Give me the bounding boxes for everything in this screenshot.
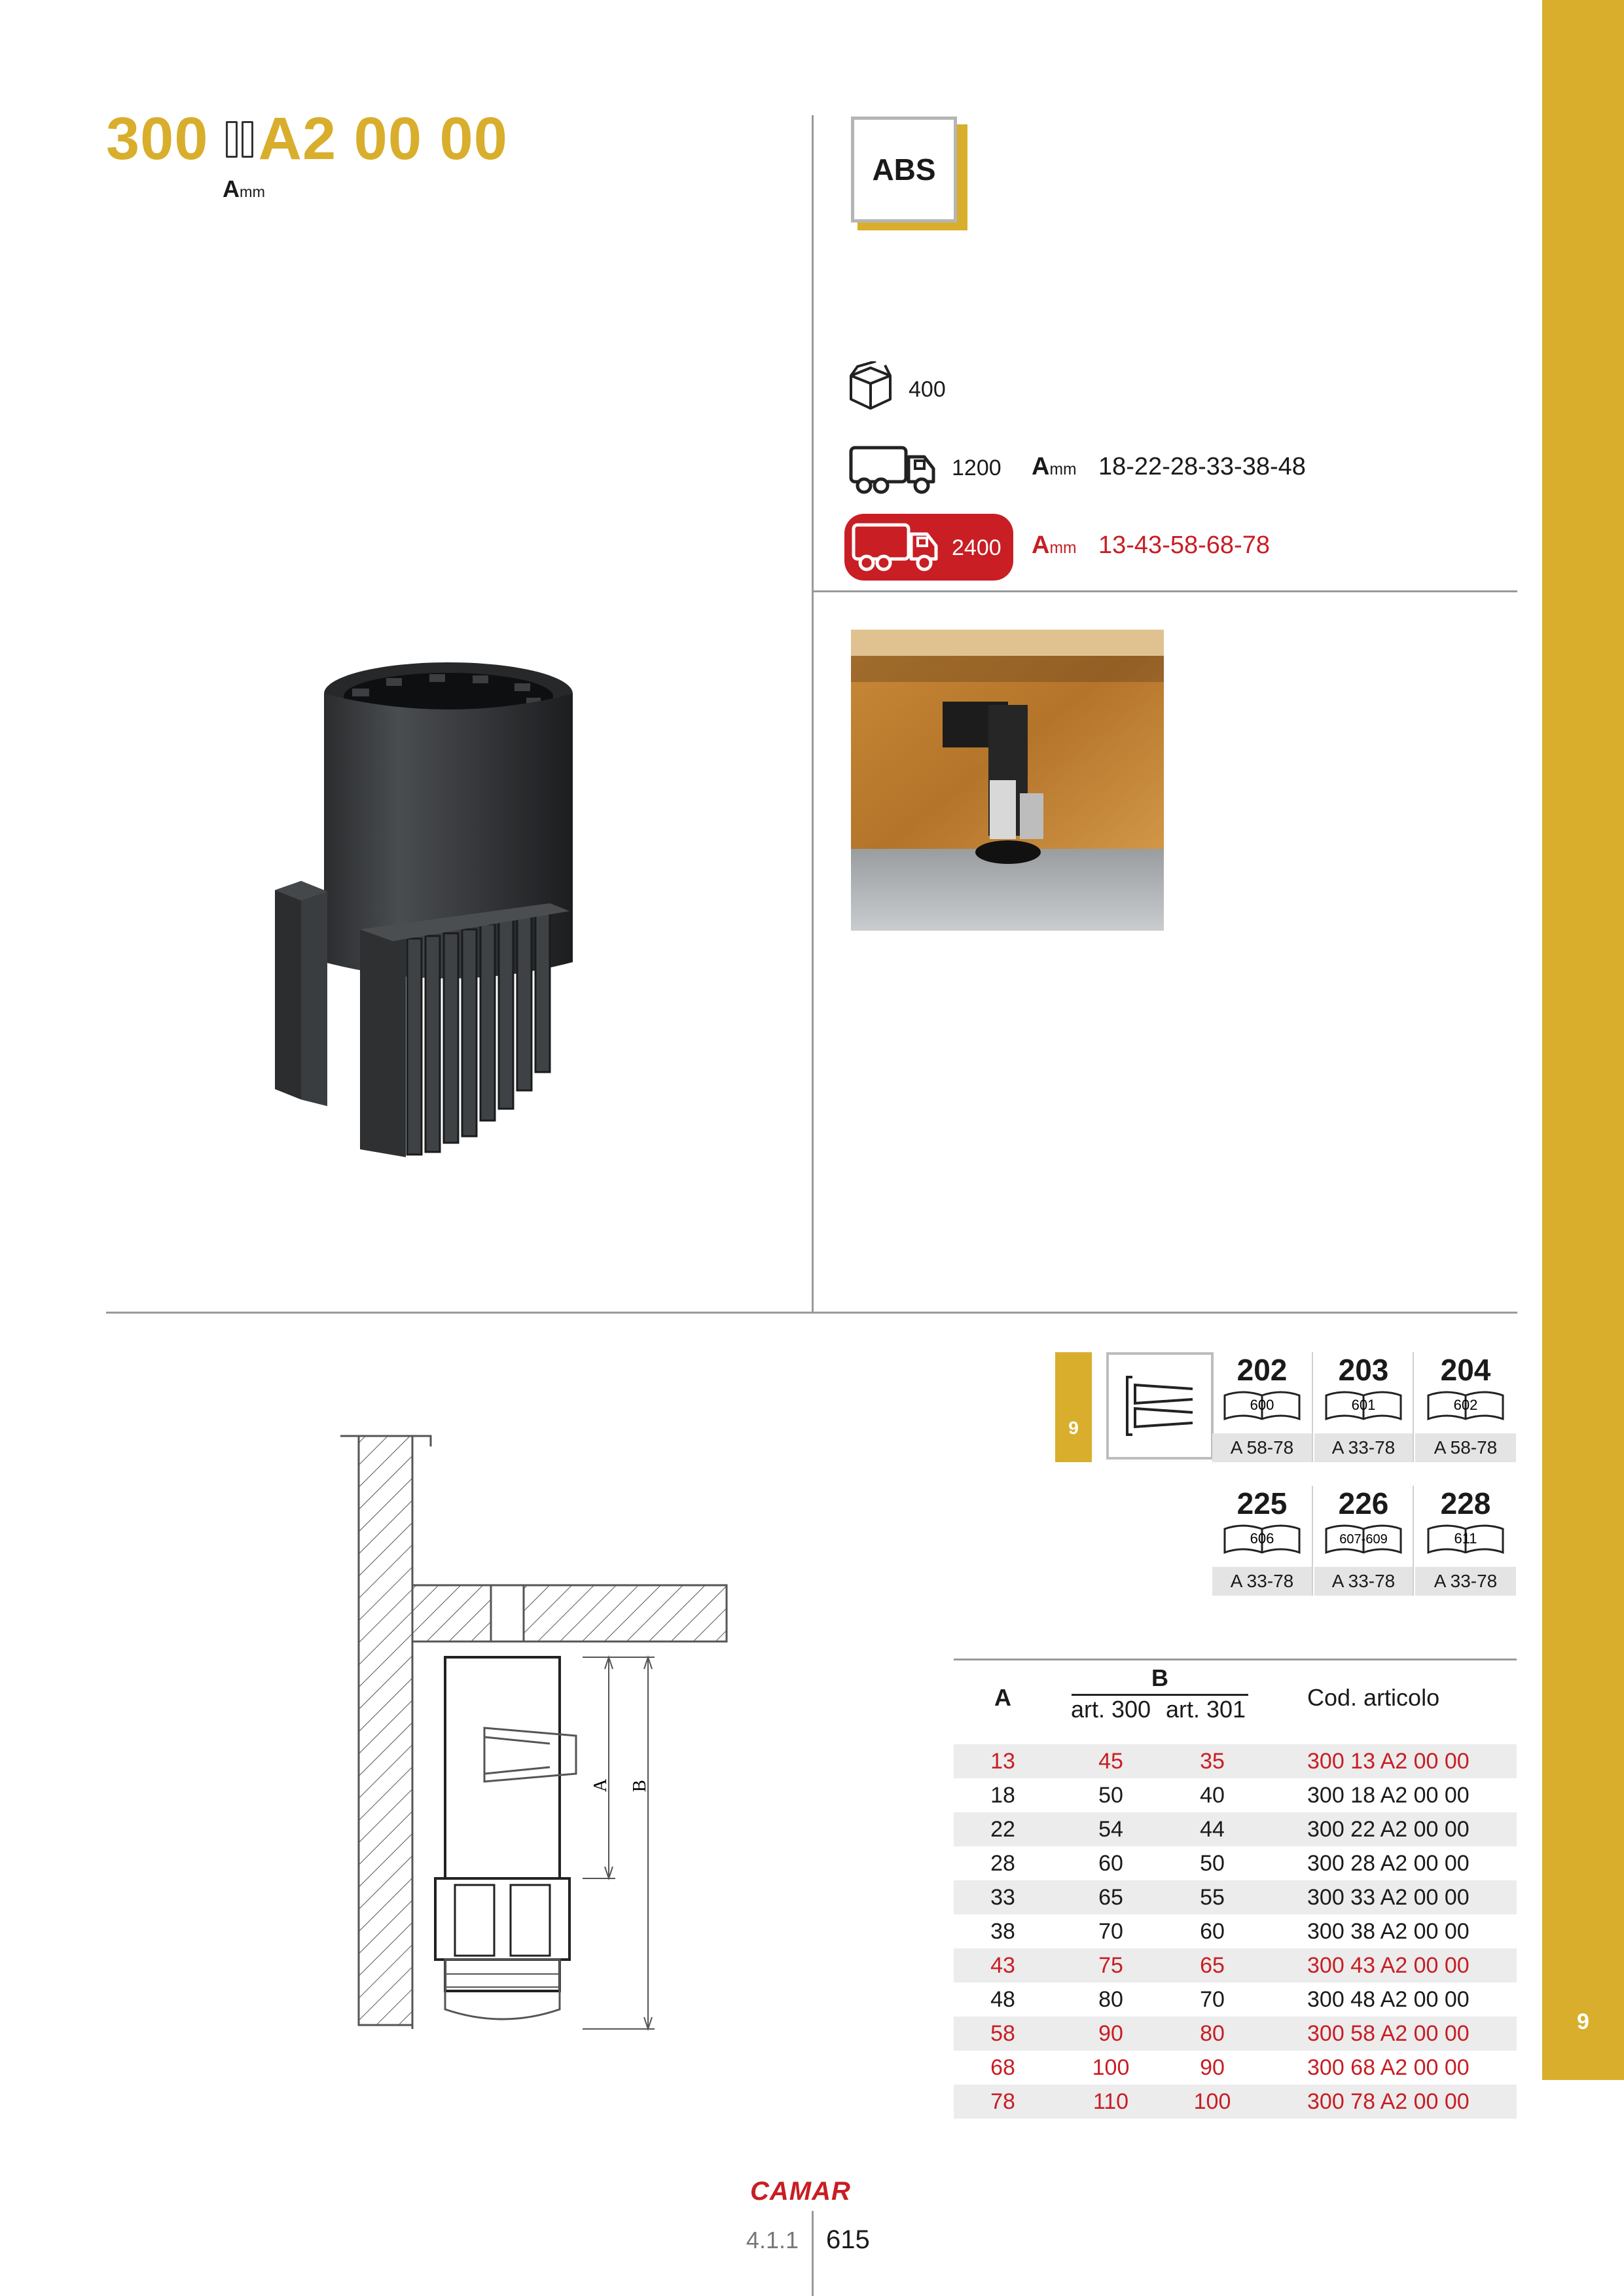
table-row [954,1846,1517,1880]
table-cell: 80 [1200,2021,1225,2046]
compat-item: 228 611 A 33-78 [1415,1486,1516,1596]
compat-row-2 [1212,1486,1516,1596]
table-cell: 300 38 A2 00 00 [1307,1919,1470,1944]
clip-diagram-box [1106,1352,1214,1460]
svg-text:606: 606 [1250,1530,1274,1547]
truck-special-quantity: 2400 [952,535,1001,560]
table-cell: 50 [1098,1783,1123,1808]
table-cell: 78 [990,2089,1015,2114]
table-cell: 60 [1200,1919,1225,1944]
table-cell: 44 [1200,1817,1225,1842]
side-color-strip [1542,0,1624,2080]
table-cell: 300 13 A2 00 00 [1307,1749,1470,1774]
table-row [954,1880,1517,1914]
title-code-left: 300 [106,105,209,172]
truck-icon [848,445,937,496]
table-cell: 300 18 A2 00 00 [1307,1783,1470,1808]
table-cell: 70 [1200,1987,1225,2012]
footer-divider [812,2211,814,2296]
book-icon [1219,1388,1305,1424]
product-image [262,655,641,1178]
book-icon [1423,1388,1508,1424]
brand-logo: CAMAR [750,2177,851,2206]
table-row [954,2017,1517,2051]
book-icon [1423,1521,1508,1558]
table-cell: 100 [1193,2089,1231,2114]
table-cell: 300 48 A2 00 00 [1307,1987,1470,2012]
table-row [954,1914,1517,1948]
dim-label-a: A [590,1778,611,1792]
table-cell: 65 [1200,1953,1225,1978]
table-row [954,1948,1517,1982]
table-row [954,1744,1517,1778]
table-cell: 300 68 A2 00 00 [1307,2055,1470,2080]
slot-icon [226,121,255,160]
table-cell: 13 [990,1749,1015,1774]
section-number: 4.1.1 [746,2227,799,2253]
table-cell: 55 [1200,1885,1225,1910]
table-cell: 60 [1098,1851,1123,1876]
table-row [954,2085,1517,2119]
table-cell: 90 [1098,2021,1123,2046]
table-cell: 100 [1092,2055,1130,2080]
right-panel-divider [812,590,1517,592]
box-quantity: 400 [909,377,946,402]
compat-item: 202 600 A 58-78 [1212,1352,1313,1462]
table-cell: 80 [1098,1987,1123,2012]
svg-text:601: 601 [1351,1397,1376,1413]
truck-sizes: 18-22-28-33-38-48 [1098,453,1306,480]
svg-text:611: 611 [1454,1530,1477,1547]
table-cell: 90 [1200,2055,1225,2080]
svg-text:602: 602 [1453,1397,1478,1413]
table-cell: 35 [1200,1749,1225,1774]
compat-section-num: 9 [1068,1418,1079,1438]
clip-icon [1109,1355,1211,1457]
table-cell: 48 [990,1987,1015,2012]
truck-special-size-label: Amm [1032,531,1077,559]
table-cell: 65 [1098,1885,1123,1910]
title-code-right: A2 00 00 [258,105,508,172]
technical-drawing [314,1420,746,2049]
table-cell: 68 [990,2055,1015,2080]
side-tab-number: 9 [1577,2009,1589,2034]
installation-photo [851,630,1164,931]
compat-section-tab [1055,1352,1092,1462]
table-cell: 54 [1098,1817,1123,1842]
material-badge: ABS [851,117,957,223]
table-cell: 70 [1098,1919,1123,1944]
table-cell: 300 28 A2 00 00 [1307,1851,1470,1876]
table-cell: 28 [990,1851,1015,1876]
page-number: 615 [826,2225,870,2254]
table-cell: 38 [990,1919,1015,1944]
compat-item: 225 606 A 33-78 [1212,1486,1313,1596]
table-cell: 58 [990,2021,1015,2046]
table-header: A B art. 300 art. 301 Cod. articolo [954,1669,1517,1728]
compat-row-1 [1212,1352,1516,1462]
table-cell: 300 78 A2 00 00 [1307,2089,1470,2114]
table-cell: 50 [1200,1851,1225,1876]
table-cell: 18 [990,1783,1015,1808]
compat-item: 203 601 A 33-78 [1314,1352,1414,1462]
table-row [954,1812,1517,1846]
compat-item: 226 607-609 A 33-78 [1314,1486,1414,1596]
table-cell: 300 43 A2 00 00 [1307,1953,1470,1978]
table-cell: 300 22 A2 00 00 [1307,1817,1470,1842]
title-subtitle: Amm [223,175,265,202]
box-icon [848,361,893,411]
table-cell: 110 [1092,2089,1129,2114]
table-row [954,2051,1517,2085]
truck-special-sizes: 13-43-58-68-78 [1098,531,1270,559]
page-title [106,105,508,173]
table-row [954,1982,1517,2017]
table-cell: 300 58 A2 00 00 [1307,2021,1470,2046]
truck-special-icon [851,522,940,573]
table-cell: 40 [1200,1783,1225,1808]
book-icon [1321,1388,1406,1424]
table-cell: 45 [1098,1749,1123,1774]
truck-size-label: Amm [1032,453,1077,480]
book-icon [1219,1521,1305,1558]
truck-quantity: 1200 [952,456,1001,480]
svg-text:607-609: 607-609 [1339,1532,1388,1547]
table-cell: 22 [990,1817,1015,1842]
section-divider [106,1312,1517,1314]
dim-label-b: B [630,1780,650,1792]
table-cell: 33 [990,1885,1015,1910]
table-cell: 75 [1098,1953,1123,1978]
vertical-divider [812,115,814,1313]
table-cell: 300 33 A2 00 00 [1307,1885,1470,1910]
table-row [954,1778,1517,1812]
table-cell: 43 [990,1953,1015,1978]
book-icon [1321,1521,1406,1558]
compat-item: 204 602 A 58-78 [1415,1352,1516,1462]
svg-text:600: 600 [1250,1397,1274,1413]
